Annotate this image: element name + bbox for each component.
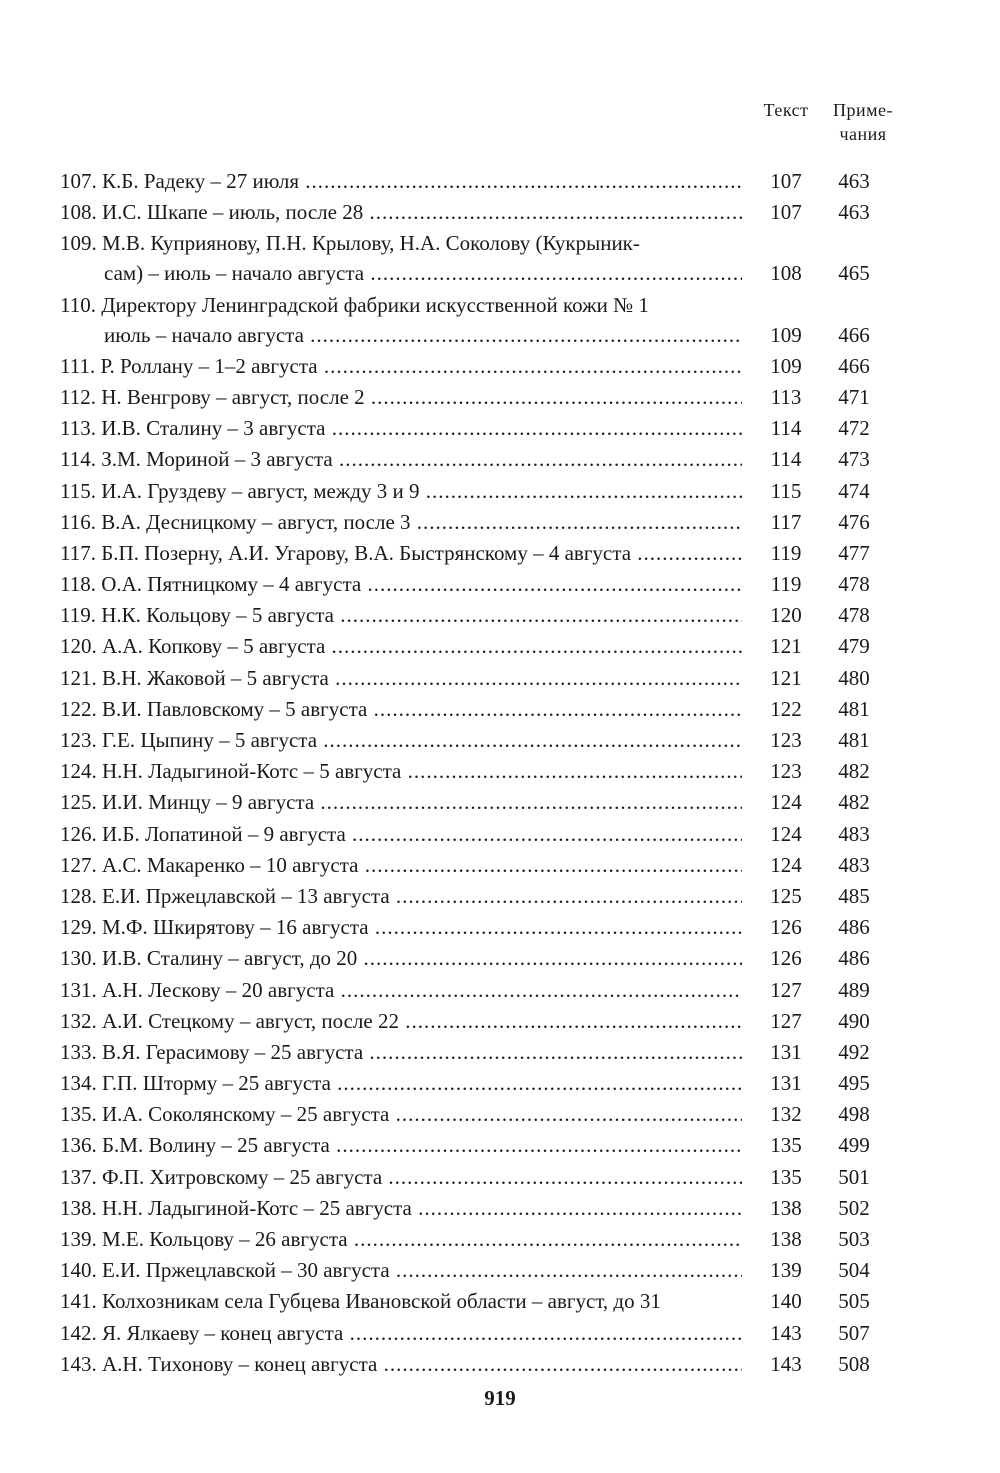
toc-entry [60, 507, 900, 537]
toc-entry-title [60, 787, 742, 817]
dot-leader [299, 169, 742, 193]
toc-entry-notes-page: 495 [838, 1071, 870, 1096]
dot-leader [304, 323, 742, 347]
toc-entry-title [60, 197, 742, 227]
toc-entry-text-page: 121 [770, 634, 802, 659]
toc-entry-title [60, 912, 742, 942]
toc-entry-title-text: 124. Н.Н. Ладыгиной-Котс – 5 августа [60, 759, 402, 784]
toc-entry-title-text: 116. В.А. Десницкому – август, после 3 [60, 509, 411, 534]
dot-leader [363, 1040, 742, 1064]
toc-entry-title [60, 413, 742, 443]
toc-entry [60, 1224, 900, 1254]
dot-leader [343, 1321, 742, 1345]
toc-entry-title-text: 107. К.Б. Радеку – 27 июля [60, 169, 300, 193]
toc-entry-title [60, 1037, 742, 1067]
toc-entry-title [60, 975, 742, 1005]
dot-leader [329, 666, 742, 690]
toc-entry-title-text: 120. А.А. Копкову – 5 августа [60, 634, 326, 659]
toc-entry-title-text: 136. Б.М. Волину – 25 августа [60, 1133, 330, 1158]
toc-entry-title [60, 476, 742, 506]
toc-entry-title-text: 114. З.М. Мориной – 3 августа [60, 447, 333, 472]
toc-entry-title [60, 444, 742, 474]
toc-entry-notes-page: 483 [838, 821, 870, 846]
toc-entry-title-text: 118. О.А. Пятницкому – 4 августа [60, 572, 362, 597]
toc-entry-title-text: 132. А.И. Стецкому – август, после 22 [60, 1008, 399, 1033]
toc-entry [60, 197, 900, 227]
toc-entry-title [60, 663, 742, 693]
toc-entry [60, 600, 900, 630]
dot-leader [334, 603, 742, 627]
toc-entry-title-text: 126. И.Б. Лопатиной – 9 августа [60, 821, 346, 846]
toc-entry-text-page: 126 [770, 946, 802, 971]
dot-leader [367, 697, 742, 721]
dot-leader [346, 822, 742, 846]
toc-entry-text-page: 143 [770, 1351, 802, 1376]
toc-entry-notes-page: 479 [838, 634, 870, 659]
toc-entry-title [60, 881, 742, 911]
dot-leader [389, 1102, 742, 1126]
toc-entry-notes-page: 492 [838, 1039, 870, 1064]
toc-entry-title-text: 134. Г.П. Штормy – 25 августа [60, 1071, 331, 1096]
toc-entry-title-text: 119. Н.К. Кольцову – 5 августа [60, 603, 334, 628]
dot-leader [369, 915, 742, 939]
toc-entry-title-text: 131. А.Н. Лескову – 20 августа [60, 977, 335, 1002]
toc-entry-text-page: 109 [770, 322, 802, 347]
toc-entry [60, 850, 900, 880]
toc-entry-text-page: 132 [770, 1102, 802, 1127]
toc-entry-text-page: 107 [770, 169, 802, 193]
toc-entry-title-text: 138. Н.Н. Ладыгиной-Котс – 25 августа [60, 1195, 412, 1220]
toc-entry-text-page: 127 [770, 1008, 802, 1033]
toc-entry-title-text: 122. В.И. Павловскому – 5 августа [60, 696, 368, 721]
toc-entry-notes-page: 477 [838, 540, 870, 565]
column-header-notes-line2: чания [839, 124, 887, 144]
toc-entry-notes-page: 508 [838, 1351, 870, 1376]
toc-entry-title-line2-text: июль – начало августа [104, 322, 304, 347]
toc-entry-notes-page: 474 [838, 478, 870, 503]
dot-leader [314, 790, 742, 814]
toc-entry-text-page: 109 [770, 353, 802, 378]
toc-entry-title-line2 [60, 320, 742, 350]
toc-entry-text-page: 107 [770, 200, 802, 225]
column-header-text-label: Текст [763, 100, 809, 120]
toc-entry-notes-page: 471 [838, 384, 870, 409]
dot-leader [318, 354, 742, 378]
toc-entry-title-line2-text: сам) – июль – начало августа [104, 261, 365, 286]
toc-entry [60, 663, 900, 693]
toc-entry-title-text: 113. И.В. Сталину – 3 августа [60, 416, 326, 441]
dot-leader [420, 479, 742, 503]
column-header-notes [826, 98, 900, 146]
toc-entry-text-page: 117 [770, 509, 802, 534]
toc-entry-notes-page: 503 [838, 1227, 870, 1251]
toc-entry-title [60, 600, 742, 630]
toc-entry [60, 725, 900, 755]
toc-entry-notes-page: 485 [838, 883, 870, 908]
toc-entry-text-page: 123 [770, 728, 802, 752]
toc-entry-title-text: 111. Р. Роллану – 1–2 августа [60, 353, 318, 378]
dot-leader [330, 1133, 742, 1157]
toc-entry-title-text: 129. М.Ф. Шкирятову – 16 августа [60, 915, 369, 940]
dot-leader [377, 1352, 742, 1376]
toc-entry-title-text: 130. И.В. Сталину – август, до 20 [60, 946, 358, 971]
toc-entry [60, 912, 900, 942]
toc-entry [60, 569, 900, 599]
toc-entry-title [60, 819, 742, 849]
toc-entry-title-text: 142. Я. Ялкаеву – конец августа [60, 1320, 344, 1345]
page-number: 919 [484, 1386, 516, 1410]
dot-leader [390, 884, 742, 908]
toc-entry-text-page: 143 [770, 1320, 802, 1345]
toc-entry-title-text: 112. Н. Венгрову – август, после 2 [60, 384, 365, 409]
toc-entry-title [60, 1349, 742, 1379]
toc-entry-title [60, 569, 742, 599]
toc-entry-text-page: 114 [770, 416, 802, 441]
toc-entry [60, 819, 900, 849]
toc-entry [60, 1162, 900, 1192]
toc-entry-text-page: 123 [770, 759, 802, 784]
column-header-text [756, 98, 816, 122]
toc-entry-notes-page: 498 [838, 1102, 870, 1127]
dot-leader [331, 1071, 742, 1095]
toc-entry-text-page: 140 [770, 1289, 802, 1314]
toc-entry [60, 943, 900, 973]
toc-entry-title [60, 1006, 742, 1036]
toc-entry-text-page: 114 [770, 447, 802, 472]
toc-entry-notes-page: 463 [838, 169, 870, 193]
toc-entry-title-line1: 110. Директору Ленинградской фабрики искусственной кожи № 1 [60, 292, 649, 317]
toc-entry-notes-page: 466 [838, 353, 870, 378]
toc-entry-title [60, 538, 742, 568]
toc-entry-title-text: 117. Б.П. Позерну, А.И. Угарову, В.А. Быстрянскому – 4 августа [60, 540, 632, 565]
toc-entry-title-text: 139. М.Е. Кольцову – 26 августа [60, 1227, 348, 1251]
toc-entry [60, 166, 900, 196]
dot-leader [348, 1227, 742, 1251]
toc-entry-title-text: 140. Е.И. Пржецлавской – 30 августа [60, 1258, 390, 1283]
toc-entry-title [60, 850, 742, 880]
toc-entry-title [60, 1099, 742, 1129]
dot-leader [365, 385, 742, 409]
toc-entry [60, 881, 900, 911]
dot-leader [390, 1258, 742, 1282]
toc-entry-title [60, 1068, 742, 1098]
toc-entry-notes-page: 482 [838, 759, 870, 784]
toc-entry-text-page: 115 [770, 478, 802, 503]
toc-entry-title-text: 143. А.Н. Тихонову – конец августа [60, 1351, 378, 1376]
toc-entry-text-page: 126 [770, 915, 802, 940]
dot-leader [401, 759, 742, 783]
toc-entry-title [60, 1286, 742, 1316]
toc-entry [60, 1255, 900, 1285]
toc-entry [60, 1099, 900, 1129]
toc-entry-text-page: 131 [770, 1039, 802, 1064]
toc-entry-title [60, 1318, 742, 1348]
dot-leader [325, 634, 742, 658]
toc-entry-title [60, 1224, 742, 1254]
toc-entry-text-page: 127 [770, 977, 802, 1002]
toc-entry-text-page: 131 [770, 1071, 802, 1096]
toc-entry-title [60, 1255, 742, 1285]
toc-entry-notes-page: 478 [838, 572, 870, 597]
toc-entry-title-text: 108. И.С. Шкапе – июль, после 28 [60, 200, 364, 225]
toc-entry-title-line2 [60, 258, 742, 288]
toc-entry-text-page: 125 [770, 883, 802, 908]
toc-entry-title-text: 135. И.А. Соколянскому – 25 августа [60, 1102, 390, 1127]
toc-entry [60, 382, 900, 412]
toc-entry-notes-page: 507 [838, 1320, 870, 1345]
toc-entry-title [60, 756, 742, 786]
toc-entry-title-text: 141. Колхозникам села Губцева Ивановской области – август, до 31 [60, 1289, 661, 1314]
toc-entry-text-page: 135 [770, 1164, 802, 1189]
toc-entry [60, 1006, 900, 1036]
dot-leader [363, 200, 742, 224]
column-header-notes-line1: Приме- [832, 100, 893, 120]
toc-entry-title-text: 127. А.С. Макаренко – 10 августа [60, 852, 359, 877]
toc-entry-title [60, 382, 742, 412]
toc-entry-text-page: 124 [770, 790, 802, 815]
toc-entry-notes-page: 481 [838, 728, 870, 752]
toc-entry-notes-page: 473 [838, 447, 870, 472]
toc-entry-notes-page: 486 [838, 915, 870, 940]
toc-entry [60, 476, 900, 506]
toc-entry-notes-page: 501 [838, 1164, 870, 1189]
toc-entry [60, 351, 900, 381]
toc-entry-notes-page: 490 [838, 1008, 870, 1033]
toc-entry [60, 631, 900, 661]
dot-leader [317, 728, 742, 752]
toc-entry [60, 1037, 900, 1067]
toc-entry-title [60, 228, 742, 288]
toc-entry-notes-page: 504 [838, 1258, 870, 1283]
toc-entry-notes-page: 478 [838, 603, 870, 628]
toc-entry-title [60, 1162, 742, 1192]
toc-entry [60, 444, 900, 474]
toc-entry-title [60, 725, 742, 755]
toc-entry-title [60, 1130, 742, 1160]
toc-entry-title [60, 943, 742, 973]
toc-entry-title-text: 133. В.Я. Герасимову – 25 августа [60, 1039, 364, 1064]
toc-entry [60, 756, 900, 786]
toc-entry-text-page: 124 [770, 821, 802, 846]
toc-entry-text-page: 124 [770, 852, 802, 877]
toc-entry-title-text: 125. И.И. Минцу – 9 августа [60, 790, 315, 815]
toc-entry-title [60, 631, 742, 661]
toc-entry-notes-page: 505 [838, 1289, 870, 1314]
dot-leader [631, 541, 742, 565]
toc-entry-notes-page: 486 [838, 946, 870, 971]
toc-entry-title-text: 121. В.Н. Жаковой – 5 августа [60, 665, 329, 690]
dot-leader [411, 510, 742, 534]
toc-entry [60, 787, 900, 817]
toc-entry-text-page: 120 [770, 603, 802, 628]
toc-entry [60, 413, 900, 443]
toc-entry-notes-page: 481 [838, 696, 870, 721]
toc-entry-title [60, 351, 742, 381]
dot-leader [325, 416, 742, 440]
toc-entry-notes-page: 480 [838, 665, 870, 690]
toc-entry-title-text: 128. Е.И. Пржецлавской – 13 августа [60, 883, 390, 908]
toc-entry [60, 1318, 900, 1348]
toc-entry [60, 975, 900, 1005]
toc-entry-text-page: 138 [770, 1227, 802, 1251]
toc-entry-text-page: 121 [770, 665, 802, 690]
toc-entry-notes-page: 489 [838, 977, 870, 1002]
toc-entry-notes-page: 466 [838, 322, 870, 347]
toc-entry-notes-page: 502 [838, 1195, 870, 1220]
toc-entry [60, 1349, 900, 1379]
toc-entry-text-page: 119 [770, 572, 802, 597]
toc-entry-notes-page: 463 [838, 200, 870, 225]
toc-entry-text-page: 108 [770, 261, 802, 286]
toc-entry-text-page: 113 [770, 384, 802, 409]
toc-entry-notes-page: 472 [838, 416, 870, 441]
toc-entry [60, 1068, 900, 1098]
toc-entry-notes-page: 465 [838, 261, 870, 286]
dot-leader [399, 1009, 742, 1033]
toc-entry-title [60, 1193, 742, 1223]
toc-entry-notes-page: 499 [838, 1133, 870, 1158]
toc-entry-text-page: 135 [770, 1133, 802, 1158]
toc-entry-title-line1: 109. М.В. Куприянову, П.Н. Крылову, Н.А. Соколову (Кукрыник- [60, 231, 640, 256]
toc-entry [60, 228, 900, 288]
toc-entry [60, 694, 900, 724]
toc-entry [60, 290, 900, 350]
toc-entry [60, 538, 900, 568]
dot-leader [334, 978, 742, 1002]
dot-leader [364, 261, 742, 285]
toc-entry-title-text: 115. И.А. Груздеву – август, между 3 и 9 [60, 478, 420, 503]
toc-entry-title [60, 507, 742, 537]
dot-leader [359, 853, 743, 877]
toc-entry-text-page: 138 [770, 1195, 802, 1220]
toc-entry [60, 1286, 900, 1316]
toc-entry-notes-page: 476 [838, 509, 870, 534]
toc-entry-text-page: 139 [770, 1258, 802, 1283]
dot-leader [361, 572, 742, 596]
toc-entry-title-text: 123. Г.Е. Цыпину – 5 августа [60, 728, 318, 752]
toc-entry [60, 1193, 900, 1223]
toc-entry-notes-page: 483 [838, 852, 870, 877]
dot-leader [382, 1165, 742, 1189]
toc-entry-title-text: 137. Ф.П. Хитровскому – 25 августа [60, 1164, 383, 1189]
toc-entry-title [60, 694, 742, 724]
table-of-contents [60, 166, 900, 1380]
dot-leader [333, 447, 742, 471]
toc-entry-text-page: 122 [770, 696, 802, 721]
toc-entry-text-page: 119 [770, 540, 802, 565]
toc-entry [60, 1130, 900, 1160]
toc-entry-title [60, 290, 742, 350]
toc-entry-notes-page: 482 [838, 790, 870, 815]
toc-entry-title [60, 166, 742, 196]
dot-leader [357, 946, 742, 970]
dot-leader [412, 1196, 742, 1220]
